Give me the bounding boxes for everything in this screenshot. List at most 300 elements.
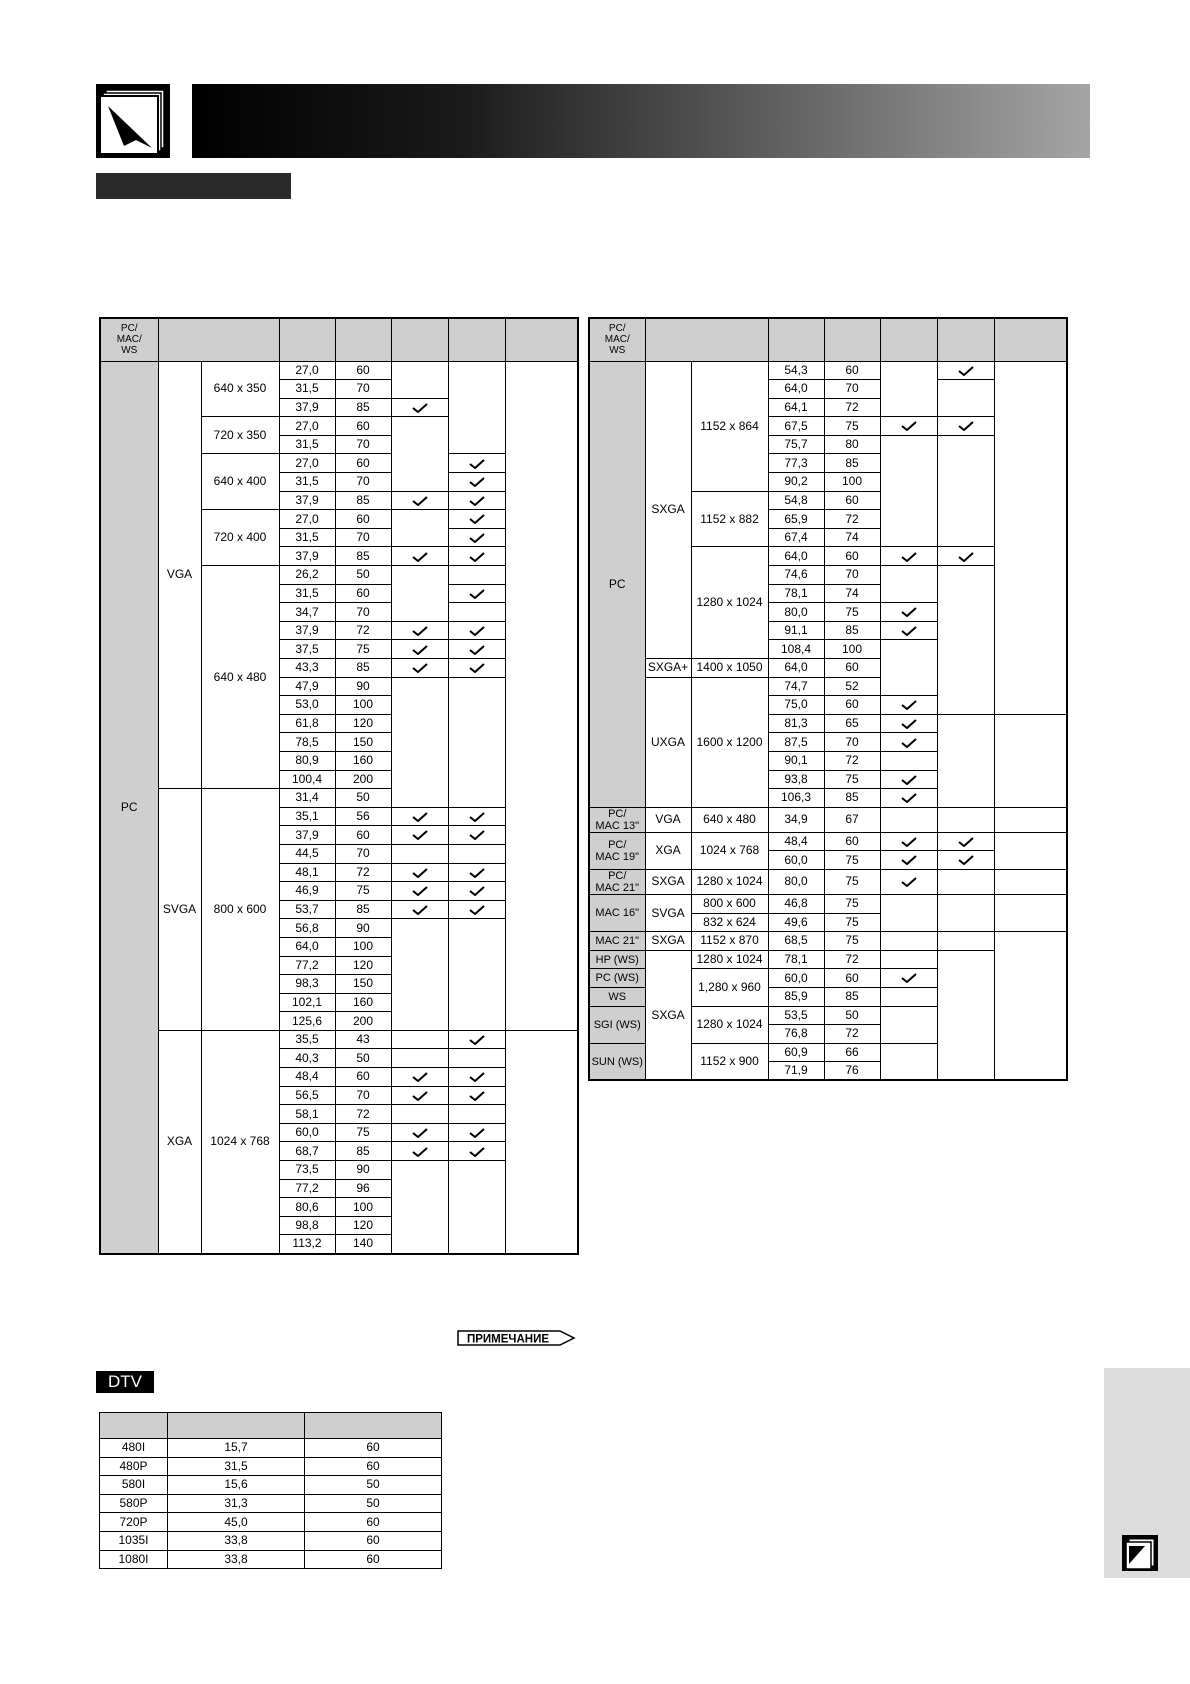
h-freq-cell: 49,6 [768,913,824,932]
check1-cell [391,919,448,1031]
check1-cell [880,869,937,894]
check1-cell [391,1142,448,1161]
h-freq-cell: 78,5 [279,733,335,752]
check2-cell [448,1068,505,1087]
dtv-header-cell [100,1413,168,1439]
v-freq-cell: 72 [824,510,880,529]
v-freq-cell: 65 [824,714,880,733]
check-icon [958,837,974,847]
h-freq-cell: 75,0 [768,696,824,715]
dtv-cell: 50 [305,1494,442,1513]
v-freq-cell: 100 [335,1198,391,1217]
header-cell [158,318,279,361]
check1-cell [880,987,937,1006]
check1-cell [391,1161,448,1254]
header-cell [824,318,880,361]
check2-cell [448,1049,505,1068]
check-icon [469,1035,485,1045]
check2-cell [937,361,994,380]
category-cell: MAC 16" [589,894,645,931]
check-icon [901,738,917,748]
check2-cell [448,1161,505,1254]
h-freq-cell: 27,0 [279,510,335,529]
dtv-cell: 33,8 [168,1531,305,1550]
h-freq-cell: 102,1 [279,993,335,1012]
check1-cell [880,969,937,988]
check1-cell [391,491,448,510]
header-cell [279,318,335,361]
check-icon [901,607,917,617]
h-freq-cell: 74,7 [768,677,824,696]
check2-cell [937,380,994,417]
h-freq-cell: 54,3 [768,361,824,380]
v-freq-cell: 60 [824,547,880,566]
standard-cell: XGA [158,1030,201,1253]
h-freq-cell: 31,5 [279,380,335,399]
h-freq-cell: 87,5 [768,733,824,752]
h-freq-cell: 27,0 [279,361,335,380]
check1-cell [391,566,448,622]
h-freq-cell: 48,4 [768,832,824,851]
check-icon [469,1128,485,1138]
h-freq-cell: 54,8 [768,491,824,510]
v-freq-cell: 70 [335,603,391,622]
v-freq-cell: 60 [335,454,391,473]
v-freq-cell: 75 [824,603,880,622]
dtv-cell: 1080I [100,1550,168,1569]
h-freq-cell: 80,9 [279,751,335,770]
check-icon [901,626,917,636]
check2-cell [448,1123,505,1142]
check2-cell [448,1142,505,1161]
h-freq-cell: 67,5 [768,417,824,436]
standard-cell: XGA [645,832,691,869]
resolution-cell: 1152 x 900 [691,1043,768,1080]
v-freq-cell: 60 [824,696,880,715]
v-freq-cell: 60 [824,969,880,988]
h-freq-cell: 113,2 [279,1235,335,1254]
check-icon [469,868,485,878]
check-icon [958,421,974,431]
h-freq-cell: 77,3 [768,454,824,473]
table-row [589,361,1067,380]
standard-cell: SVGA [645,894,691,931]
resolution-cell: 720 x 350 [201,417,279,454]
header-cell [505,318,578,361]
dtv-cell: 50 [305,1476,442,1495]
h-freq-cell: 53,7 [279,900,335,919]
v-freq-cell: 75 [824,913,880,932]
header-cell: PC/ MAC/ WS [589,318,645,361]
h-freq-cell: 48,4 [279,1068,335,1087]
header-cell [994,318,1067,361]
category-cell: PC/ MAC 21" [589,869,645,894]
h-freq-cell: 85,9 [768,987,824,1006]
resolution-cell: 1600 x 1200 [691,677,768,807]
resolution-cell: 800 x 600 [201,789,279,1031]
check2-cell [448,603,505,622]
v-freq-cell: 72 [335,1105,391,1124]
check-icon [469,812,485,822]
check1-cell [391,1030,448,1049]
header-cell [645,318,768,361]
h-freq-cell: 90,1 [768,751,824,770]
h-freq-cell: 43,3 [279,659,335,678]
extra-cell [994,807,1067,832]
h-freq-cell: 37,9 [279,491,335,510]
v-freq-cell: 60 [335,826,391,845]
check-icon [469,1091,485,1101]
h-freq-cell: 100,4 [279,770,335,789]
h-freq-cell: 31,4 [279,789,335,808]
check2-cell [937,714,994,807]
dtv-cell: 480I [100,1439,168,1458]
section-subtitle-bar [96,173,291,199]
check2-cell [937,807,994,832]
check1-cell [880,751,937,770]
resolution-cell: 832 x 624 [691,913,768,932]
resolution-cell: 1024 x 768 [691,832,768,869]
v-freq-cell: 66 [824,1043,880,1062]
h-freq-cell: 31,5 [279,435,335,454]
h-freq-cell: 73,5 [279,1161,335,1180]
check-icon [901,793,917,803]
check-icon [469,589,485,599]
v-freq-cell: 75 [335,882,391,901]
v-freq-cell: 200 [335,770,391,789]
h-freq-cell: 80,6 [279,1198,335,1217]
check1-cell [391,398,448,417]
resolution-cell: 1152 x 870 [691,932,768,951]
h-freq-cell: 77,2 [279,1179,335,1198]
dtv-cell: 480P [100,1457,168,1476]
v-freq-cell: 60 [335,584,391,603]
check2-cell [448,844,505,863]
check1-cell [391,844,448,863]
standard-cell: SXGA+ [645,659,691,678]
resolution-cell: 1280 x 1024 [691,547,768,659]
check-icon [412,645,428,655]
h-freq-cell: 106,3 [768,789,824,808]
check1-cell [391,361,448,398]
dtv-row [100,1513,442,1532]
v-freq-cell: 90 [335,919,391,938]
dtv-cell: 60 [305,1550,442,1569]
category-cell: SUN (WS) [589,1043,645,1080]
check1-cell [880,640,937,696]
h-freq-cell: 68,7 [279,1142,335,1161]
h-freq-cell: 80,0 [768,869,824,894]
check1-cell [391,1049,448,1068]
check2-cell [448,919,505,1031]
h-freq-cell: 37,9 [279,547,335,566]
standard-cell: VGA [158,361,201,789]
check-icon [901,775,917,785]
v-freq-cell: 60 [335,1068,391,1087]
h-freq-cell: 60,0 [279,1123,335,1142]
check1-cell [880,435,937,547]
check2-cell [448,900,505,919]
check-icon [958,552,974,562]
v-freq-cell: 72 [335,621,391,640]
check2-cell [448,1105,505,1124]
check2-cell [937,932,994,951]
h-freq-cell: 58,1 [279,1105,335,1124]
check-icon [469,626,485,636]
v-freq-cell: 120 [335,1216,391,1235]
h-freq-cell: 91,1 [768,621,824,640]
resolution-cell: 1152 x 864 [691,361,768,491]
header-cell [880,318,937,361]
h-freq-cell: 60,0 [768,851,824,870]
dtv-cell: 45,0 [168,1513,305,1532]
h-freq-cell: 60,9 [768,1043,824,1062]
check-icon [901,700,917,710]
v-freq-cell: 85 [335,659,391,678]
table-row [589,832,1067,851]
check2-cell [448,1030,505,1049]
check1-cell [391,547,448,566]
check-icon [469,514,485,524]
v-freq-cell: 70 [824,733,880,752]
table-row [100,361,578,380]
v-freq-cell: 96 [335,1179,391,1198]
check-icon [412,1147,428,1157]
check1-cell [880,547,937,566]
check-icon [412,403,428,413]
check-icon [901,837,917,847]
v-freq-cell: 67 [824,807,880,832]
h-freq-cell: 98,8 [279,1216,335,1235]
v-freq-cell: 70 [824,380,880,399]
check-icon [469,1072,485,1082]
category-cell: PC/ MAC 13" [589,807,645,832]
header-cell: PC/ MAC/ WS [100,318,158,361]
category-cell: PC [589,361,645,807]
category-cell: HP (WS) [589,950,645,969]
header-cell [448,318,505,361]
h-freq-cell: 76,8 [768,1025,824,1044]
standard-cell: SXGA [645,361,691,659]
dtv-cell: 60 [305,1531,442,1550]
header-cell [391,318,448,361]
v-freq-cell: 43 [335,1030,391,1049]
h-freq-cell: 93,8 [768,770,824,789]
v-freq-cell: 50 [335,789,391,808]
standard-cell: SVGA [158,789,201,1031]
v-freq-cell: 120 [335,714,391,733]
h-freq-cell: 71,9 [768,1062,824,1081]
check-icon [469,552,485,562]
h-freq-cell: 46,9 [279,882,335,901]
check2-cell [448,826,505,845]
check-icon [412,626,428,636]
v-freq-cell: 85 [335,900,391,919]
v-freq-cell: 100 [824,640,880,659]
h-freq-cell: 31,5 [279,528,335,547]
v-freq-cell: 60 [335,417,391,436]
v-freq-cell: 56 [335,807,391,826]
dtv-cell: 580I [100,1476,168,1495]
check1-cell [880,894,937,931]
table-row [589,807,1067,832]
check-icon [469,645,485,655]
check-icon [901,552,917,562]
check1-cell [391,882,448,901]
h-freq-cell: 98,3 [279,975,335,994]
check2-cell [937,417,994,436]
check-icon [412,1072,428,1082]
note-label [456,1328,576,1348]
check2-cell [448,566,505,585]
check1-cell [391,510,448,547]
check2-cell [937,832,994,851]
dtv-cell: 60 [305,1439,442,1458]
check2-cell [937,547,994,566]
check1-cell [391,1086,448,1105]
dtv-cell: 720P [100,1513,168,1532]
check1-cell [880,566,937,603]
resolution-cell: 1280 x 1024 [691,1006,768,1043]
resolution-cell: 640 x 480 [201,566,279,789]
h-freq-cell: 68,5 [768,932,824,951]
check2-cell [937,435,994,547]
category-cell: PC/ MAC 19" [589,832,645,869]
standard-cell: SXGA [645,950,691,1080]
check2-cell [937,566,994,715]
v-freq-cell: 50 [335,1049,391,1068]
v-freq-cell: 72 [824,398,880,417]
resolution-cell: 640 x 480 [691,807,768,832]
v-freq-cell: 160 [335,751,391,770]
check-icon [958,855,974,865]
h-freq-cell: 47,9 [279,677,335,696]
check-icon [412,812,428,822]
h-freq-cell: 61,8 [279,714,335,733]
resolution-cell: 1400 x 1050 [691,659,768,678]
check2-cell [448,547,505,566]
check1-cell [391,826,448,845]
dtv-cell: 60 [305,1457,442,1476]
check-icon [901,855,917,865]
h-freq-cell: 27,0 [279,454,335,473]
h-freq-cell: 81,3 [768,714,824,733]
check2-cell [448,361,505,454]
v-freq-cell: 50 [824,1006,880,1025]
resolution-cell: 1280 x 1024 [691,869,768,894]
check1-cell [880,950,937,969]
v-freq-cell: 60 [824,832,880,851]
check2-cell [937,894,994,931]
check2-cell [448,863,505,882]
category-cell: PC [100,361,158,1254]
h-freq-cell: 75,7 [768,435,824,454]
h-freq-cell: 37,9 [279,398,335,417]
h-freq-cell: 65,9 [768,510,824,529]
check2-cell [448,882,505,901]
v-freq-cell: 100 [335,937,391,956]
v-freq-cell: 150 [335,733,391,752]
resolution-cell: 1,280 x 960 [691,969,768,1006]
check-icon [469,830,485,840]
resolution-cell: 800 x 600 [691,894,768,913]
v-freq-cell: 85 [824,987,880,1006]
check1-cell [880,361,937,417]
v-freq-cell: 140 [335,1235,391,1254]
h-freq-cell: 80,0 [768,603,824,622]
standard-cell: VGA [645,807,691,832]
dtv-cell: 580P [100,1494,168,1513]
v-freq-cell: 70 [824,566,880,585]
h-freq-cell: 37,9 [279,826,335,845]
h-freq-cell: 48,1 [279,863,335,882]
v-freq-cell: 85 [824,454,880,473]
check2-cell [937,851,994,870]
v-freq-cell: 72 [335,863,391,882]
dtv-cell: 33,8 [168,1550,305,1569]
check1-cell [880,1043,937,1080]
table-row [589,894,1067,913]
left-signal-table [99,317,579,1255]
h-freq-cell: 90,2 [768,473,824,492]
dtv-row [100,1476,442,1495]
check1-cell [880,696,937,715]
category-cell: PC (WS) [589,969,645,988]
check1-cell [880,603,937,622]
v-freq-cell: 76 [824,1062,880,1081]
check1-cell [880,832,937,851]
check1-cell [880,621,937,640]
v-freq-cell: 70 [335,380,391,399]
h-freq-cell: 56,8 [279,919,335,938]
h-freq-cell: 64,0 [768,659,824,678]
h-freq-cell: 64,0 [768,547,824,566]
v-freq-cell: 75 [824,417,880,436]
h-freq-cell: 37,5 [279,640,335,659]
v-freq-cell: 100 [335,696,391,715]
h-freq-cell: 78,1 [768,584,824,603]
header-banner [192,84,1090,158]
check-icon [412,1128,428,1138]
h-freq-cell: 53,0 [279,696,335,715]
v-freq-cell: 75 [824,770,880,789]
v-freq-cell: 100 [824,473,880,492]
h-freq-cell: 40,3 [279,1049,335,1068]
check-icon [901,719,917,729]
dtv-row [100,1439,442,1458]
v-freq-cell: 72 [824,751,880,770]
h-freq-cell: 31,5 [279,584,335,603]
category-cell: MAC 21" [589,932,645,951]
check1-cell [391,863,448,882]
check2-cell [448,584,505,603]
check-icon [412,868,428,878]
dtv-row [100,1531,442,1550]
h-freq-cell: 64,0 [279,937,335,956]
v-freq-cell: 52 [824,677,880,696]
v-freq-cell: 85 [335,1142,391,1161]
table-row [589,869,1067,894]
resolution-cell: 1152 x 882 [691,491,768,547]
check1-cell [391,677,448,807]
check-icon [469,477,485,487]
h-freq-cell: 27,0 [279,417,335,436]
extra-cell [994,932,1067,1081]
check-icon [469,459,485,469]
h-freq-cell: 35,5 [279,1030,335,1049]
v-freq-cell: 85 [824,621,880,640]
dtv-cell: 60 [305,1513,442,1532]
